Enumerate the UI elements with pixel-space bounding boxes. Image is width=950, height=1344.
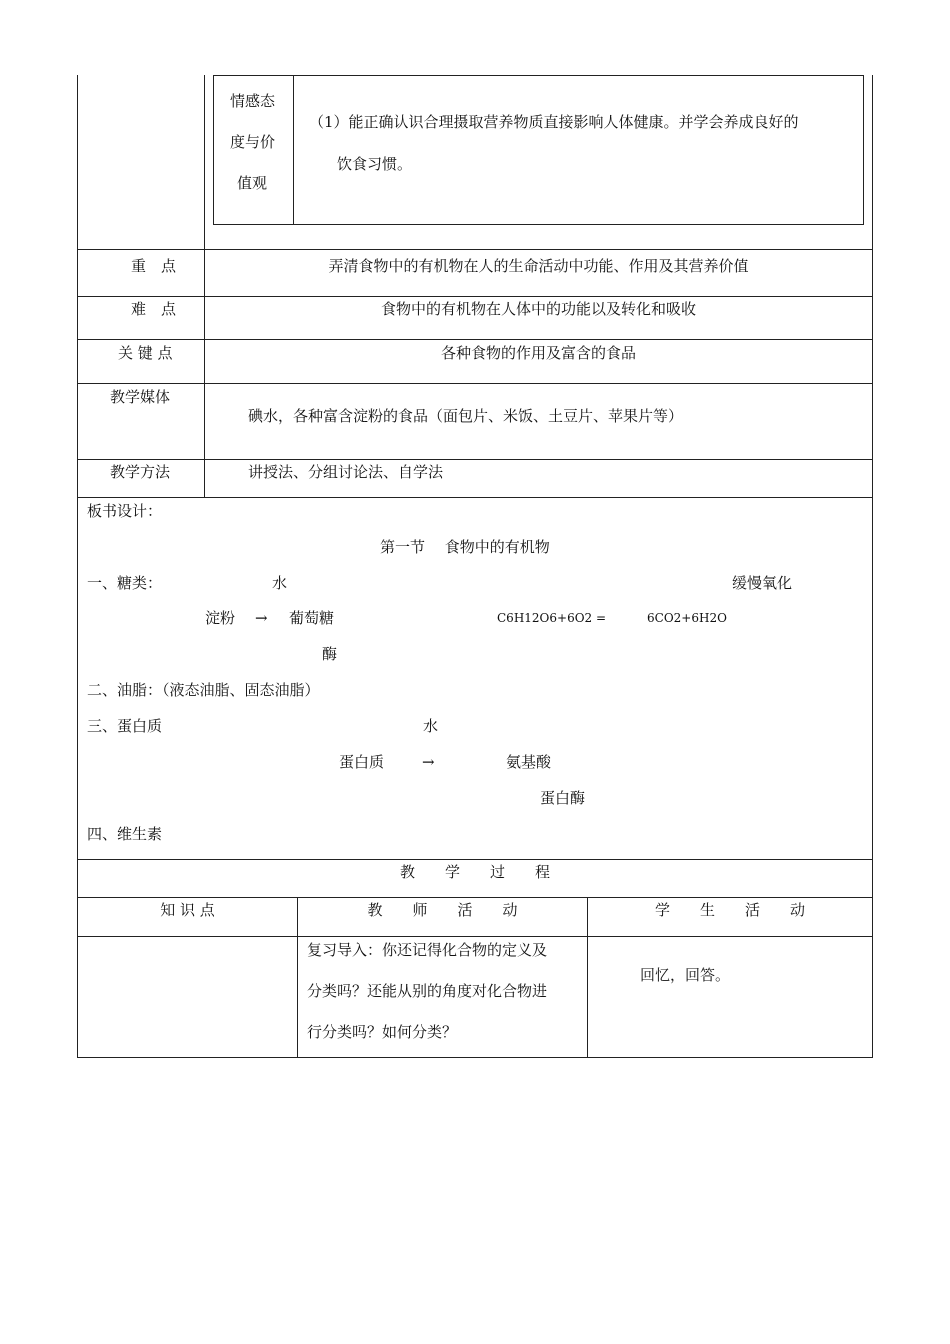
row-label-difficulty: 难 点 xyxy=(131,300,177,318)
row-separator xyxy=(77,859,873,860)
glucose-label: 葡萄糖 xyxy=(289,609,335,627)
row-separator xyxy=(77,296,873,297)
emotion-box-bottom xyxy=(213,224,864,225)
row-value-method: 讲授法、分组讨论法、自学法 xyxy=(248,463,444,481)
enzyme-label: 酶 xyxy=(322,645,338,663)
emotion-goal-text: 饮食习惯。 xyxy=(337,155,413,173)
teacher-activity-line: 复习导入：你还记得化合物的定义及 xyxy=(307,941,548,959)
row-separator xyxy=(77,383,873,384)
equation-right: 6CO2+6H2O xyxy=(647,611,727,625)
row-label-media: 教学媒体 xyxy=(110,388,171,406)
board-title: 第一节 食物中的有机物 xyxy=(380,538,550,556)
student-activity-text: 回忆，回答。 xyxy=(640,966,731,984)
process-column-divider xyxy=(297,897,298,1058)
starch-label: 淀粉 xyxy=(205,609,236,627)
process-column-divider xyxy=(587,897,588,1058)
teacher-activity-line: 行分类吗？如何分类？ xyxy=(307,1023,458,1041)
amino-acid-label: 氨基酸 xyxy=(506,753,552,771)
protease-label: 蛋白酶 xyxy=(540,789,586,807)
row-value-crux: 各种食物的作用及富含的食品 xyxy=(440,344,636,362)
equation-left: C6H12O6+6O2 xyxy=(497,611,593,625)
row-separator xyxy=(77,497,873,498)
arrow-icon: → xyxy=(422,753,435,771)
emotion-box-left xyxy=(213,75,214,225)
row-label-key-point: 重 点 xyxy=(131,257,177,275)
row-separator xyxy=(77,459,873,460)
row-value-key-point: 弄清食物中的有机物在人的生命活动中功能、作用及其营养价值 xyxy=(328,257,749,275)
water-label: 水 xyxy=(272,574,288,592)
table-right-border xyxy=(872,75,873,1058)
teacher-activity-line: 分类吗？还能从别的角度对化合物进 xyxy=(307,982,548,1000)
protein-label: 三、蛋白质 xyxy=(87,717,163,735)
emotion-label-line: 度与价 xyxy=(230,133,276,151)
emotion-label-line: 值观 xyxy=(237,174,268,192)
board-heading: 板书设计： xyxy=(87,502,163,520)
equation-equals: = xyxy=(596,611,607,625)
emotion-box-right xyxy=(863,75,864,225)
process-title: 教 学 过 程 xyxy=(399,863,550,881)
row-separator xyxy=(77,936,873,937)
fat-line: 二、油脂：（液态油脂、固态油脂） xyxy=(87,681,320,699)
row-separator xyxy=(77,339,873,340)
row-separator xyxy=(77,897,873,898)
protein-word: 蛋白质 xyxy=(339,753,385,771)
row-value-media: 碘水，各种富含淀粉的食品（面包片、米饭、土豆片、苹果片等） xyxy=(248,407,684,425)
arrow-icon: → xyxy=(255,609,268,627)
table-bottom-border xyxy=(77,1057,873,1058)
slow-oxidation-label: 缓慢氧化 xyxy=(732,574,793,592)
emotion-box-top xyxy=(213,75,864,76)
sugar-label: 一、糖类： xyxy=(87,574,163,592)
row-separator xyxy=(77,249,873,250)
row-label-method: 教学方法 xyxy=(110,463,171,481)
row-label-crux: 关 键 点 xyxy=(118,344,173,362)
emotion-box-divider xyxy=(293,75,294,225)
vitamin-label: 四、维生素 xyxy=(87,825,163,843)
emotion-goal-text: （1）能正确认识合理摄取营养物质直接影响人体健康。并学会养成良好的 xyxy=(309,113,799,131)
label-column-divider xyxy=(204,75,205,498)
water-label: 水 xyxy=(423,717,439,735)
header-knowledge-point: 知 识 点 xyxy=(160,901,215,919)
row-value-difficulty: 食物中的有机物在人体中的功能以及转化和吸收 xyxy=(380,300,696,318)
emotion-label-line: 情感态 xyxy=(230,92,276,110)
header-student-activity: 学 生 活 动 xyxy=(654,901,805,919)
header-teacher-activity: 教 师 活 动 xyxy=(367,901,518,919)
